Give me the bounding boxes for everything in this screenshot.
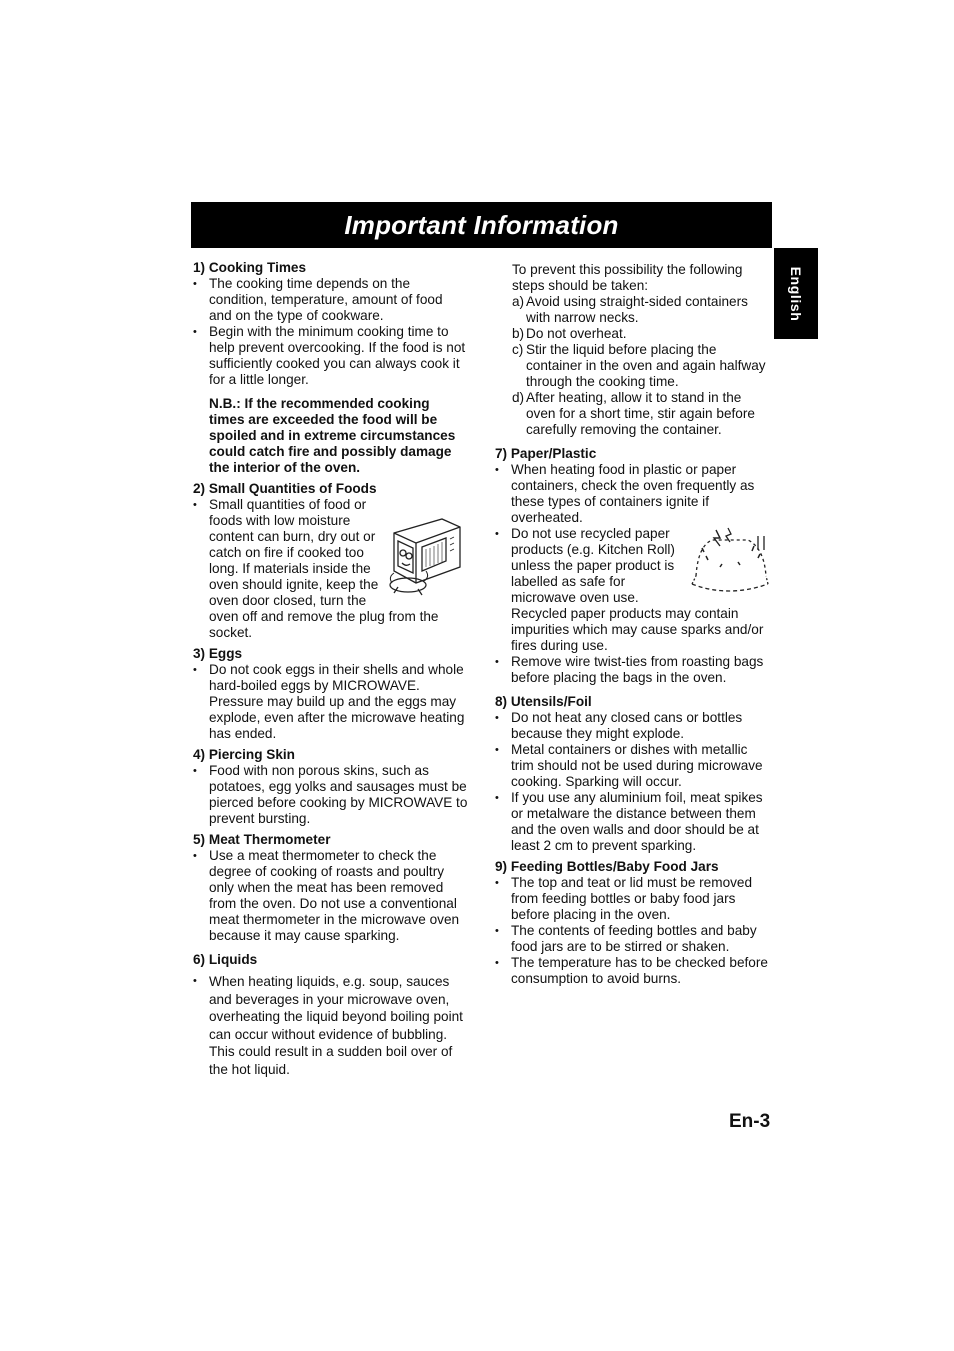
list-item-text: Small quantities of food or foods with low moisture content can burn, dry out or catch on fire if cooked too long. If materials inside the oven should ignite, keep the oven door closed, turn the oven off and remove the plug from the socket.: [209, 497, 439, 640]
list-item: • The temperature has to be checked before consumption to avoid burns.: [495, 955, 770, 987]
list-item: [495, 294, 770, 326]
list-item-text: Avoid using straight-sided containers with narrow necks.: [526, 294, 748, 325]
list-item-text: Do not use recycled paper products (e.g. Kitchen Roll) unless the paper product is labelled as safe for microwave oven use. Recycled paper products may contain impurities which may cause sparks and/or fires during use.: [511, 526, 764, 653]
page-title: Important Information: [344, 210, 619, 240]
list-item: • The cooking time depends on the condition, temperature, amount of food and on the type of cookware.: [193, 276, 468, 324]
list-item: • When heating food in plastic or paper containers, check the oven frequently as these types of containers ignite if overheated.: [495, 462, 770, 526]
list-item: [495, 342, 770, 390]
list-item-text: After heating, allow it to stand in the oven for a short time, stir again before carefully removing the container.: [526, 390, 755, 437]
section-heading-paper-plastic: 7) Paper/Plastic: [495, 446, 597, 461]
list-item: [193, 497, 468, 641]
list-item: [495, 326, 770, 342]
list-item: [495, 526, 770, 654]
list-item: • Metal containers or dishes with metallic trim should not be used during microwave cooking. Sparking will occur.: [495, 742, 770, 790]
left-column: [193, 260, 468, 1079]
list-item: • Remove wire twist-ties from roasting bags before placing the bags in the oven.: [495, 654, 770, 686]
sparking-paper-illustration-icon: [688, 526, 770, 606]
right-column: [495, 262, 770, 987]
section-heading-liquids: 6) Liquids: [193, 952, 258, 967]
warning-note: N.B.: If the recommended cooking times are exceeded the food will be spoiled and in extreme circumstances could catch fire and possibly damage the interior of the oven.: [209, 396, 456, 475]
list-marker: d): [512, 390, 525, 405]
section-heading-cooking-times: 1) Cooking Times: [193, 260, 307, 275]
language-tab-label: English: [788, 266, 804, 321]
section-heading-piercing-skin: 4) Piercing Skin: [193, 747, 295, 762]
list-marker: c): [512, 342, 524, 357]
list-item: [495, 390, 770, 438]
list-item: • The contents of feeding bottles and baby food jars are to be stirred or shaken.: [495, 923, 770, 955]
language-tab: [774, 248, 818, 339]
section-heading-meat-thermometer: 5) Meat Thermometer: [193, 832, 331, 847]
list-item-text: Stir the liquid before placing the container in the oven and again halfway through the cooking time.: [526, 342, 766, 389]
list-marker: b): [512, 326, 525, 341]
list-item: • If you use any aluminium foil, meat spikes or metalware the distance between them and the oven walls and door should be at least 2 cm to prevent sparking.: [495, 790, 770, 854]
section-heading-eggs: 3) Eggs: [193, 646, 243, 661]
burning-oven-illustration-icon: [386, 511, 468, 597]
list-item: • Do not heat any closed cans or bottles because they might explode.: [495, 710, 770, 742]
page-number: En-3: [729, 1111, 771, 1132]
list-item: • When heating liquids, e.g. soup, sauces and beverages in your microwave oven, overheating the liquid beyond boiling point can occur without evidence of bubbling. This could result in a sudden boil over of the hot liquid.: [193, 973, 468, 1079]
list-item-text: Do not overheat.: [526, 326, 627, 341]
section-heading-feeding-bottles: 9) Feeding Bottles/Baby Food Jars: [495, 859, 719, 874]
liquids-continued: To prevent this possibility the following steps should be taken:: [512, 262, 743, 293]
title-banner: [191, 202, 772, 248]
section-heading-utensils-foil: 8) Utensils/Foil: [495, 694, 592, 709]
list-item: • Begin with the minimum cooking time to help prevent overcooking. If the food is not sufficiently cooked you can always cook it for a little longer.: [193, 324, 468, 388]
list-item: • The top and teat or lid must be removed from feeding bottles or baby food jars before placing in the oven.: [495, 875, 770, 923]
list-marker: a): [512, 294, 525, 309]
list-item: • Use a meat thermometer to check the degree of cooking of roasts and poultry only when the meat has been removed from the oven. Do not use a conventional meat thermometer in the microwave oven because it may cause sparking.: [193, 848, 468, 944]
list-item: • Food with non porous skins, such as potatoes, egg yolks and sausages must be pierced before cooking by MICROWAVE to prevent bursting.: [193, 763, 468, 827]
section-heading-small-quantities: 2) Small Quantities of Foods: [193, 481, 377, 496]
list-item: • Do not cook eggs in their shells and whole hard-boiled eggs by MICROWAVE. Pressure may build up and the eggs may explode, even after the microwave heating has ended.: [193, 662, 468, 742]
